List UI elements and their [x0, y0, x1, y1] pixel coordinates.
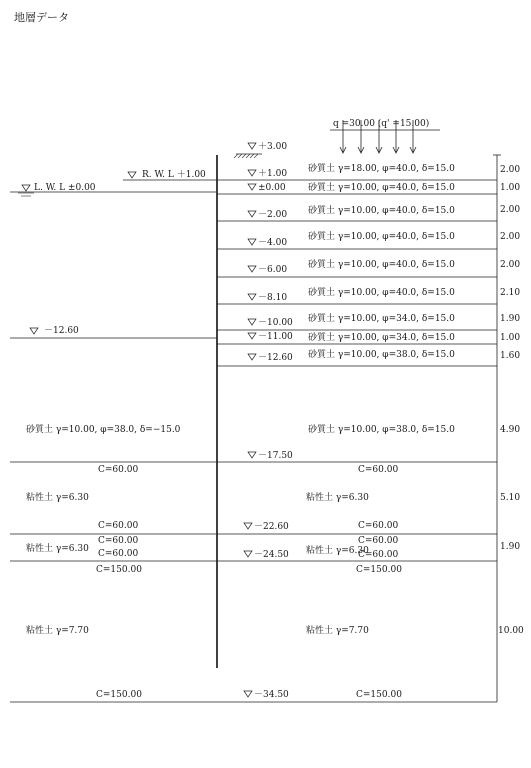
cohesion-label: C=60.00	[98, 549, 139, 559]
thickness-dimensions	[493, 155, 524, 702]
left-elev-label: －12.60	[44, 326, 79, 336]
left-soil-layers	[10, 423, 217, 702]
elev-label: －22.60	[254, 522, 289, 532]
layer-description: 砂質土 γ=10.00, φ=34.0, δ=15.0	[308, 333, 455, 343]
layer-description: 砂質土 γ=10.00, φ=40.0, δ=15.0	[308, 260, 455, 270]
lwl-label: L. W. L ±0.00	[34, 183, 96, 193]
surcharge-load	[330, 118, 440, 153]
thickness-label: 2.00	[500, 232, 521, 242]
elev-label: －4.00	[258, 238, 288, 248]
elev-label: －10.00	[258, 318, 293, 328]
clay-description: 粘性土 γ=6.30	[306, 493, 369, 503]
water-levels	[10, 169, 217, 338]
cohesion-label: C=150.00	[356, 690, 402, 700]
cohesion-label: C=60.00	[358, 536, 399, 546]
cohesion-label: C=60.00	[358, 550, 399, 560]
layer-description: 砂質土 γ=10.00, φ=40.0, δ=15.0	[308, 232, 455, 242]
thickness-label: 2.00	[500, 165, 521, 175]
ground-surface-hatch	[234, 154, 262, 158]
thickness-label: 10.00	[498, 626, 524, 636]
left-clay-description: 粘性土 γ=6.30	[26, 493, 89, 503]
thickness-label: 2.00	[500, 260, 521, 270]
left-clay-description: 粘性土 γ=6.30	[26, 544, 89, 554]
elev-label: －2.00	[258, 210, 288, 220]
cohesion-label: C=60.00	[98, 536, 139, 546]
layer-description: 砂質土 γ=10.00, φ=34.0, δ=15.0	[308, 314, 455, 324]
elev-label: －17.50	[258, 451, 293, 461]
thickness-label: 4.90	[500, 425, 521, 435]
thickness-label: 1.00	[500, 333, 521, 343]
layer-description: 砂質土 γ=10.00, φ=40.0, δ=15.0	[308, 206, 455, 216]
elev-label: －11.00	[258, 332, 293, 342]
elev-label: ＋3.00	[258, 142, 288, 152]
clay-description: 粘性土 γ=7.70	[306, 626, 369, 636]
page-title: 地層データ	[14, 11, 69, 24]
layer-description: 砂質土 γ=18.00, φ=40.0, δ=15.0	[308, 164, 455, 174]
layer-description: 砂質土 γ=10.00, φ=40.0, δ=15.0	[308, 288, 455, 298]
elev-label: －34.50	[254, 690, 289, 700]
load-label: q =30.00 (q' =15.00)	[333, 119, 430, 129]
thickness-label: 1.00	[500, 183, 521, 193]
thickness-label: 1.90	[500, 542, 521, 552]
thickness-label: 5.10	[500, 493, 521, 503]
elev-label: －12.60	[258, 353, 293, 363]
elev-label: －8.10	[258, 293, 288, 303]
cohesion-label: C=60.00	[98, 521, 139, 531]
thickness-label: 1.60	[500, 351, 521, 361]
cohesion-label: C=60.00	[358, 521, 399, 531]
left-sand-description: 砂質土 γ=10.00, φ=38.0, δ=−15.0	[26, 425, 181, 435]
thickness-label: 2.10	[500, 288, 521, 298]
cohesion-label: C=150.00	[96, 565, 142, 575]
cohesion-label: C=60.00	[98, 465, 139, 475]
left-clay-description: 粘性土 γ=7.70	[26, 626, 89, 636]
elev-label: －24.50	[254, 550, 289, 560]
cohesion-label: C=60.00	[358, 465, 399, 475]
cohesion-label: C=150.00	[356, 565, 402, 575]
thickness-label: 1.90	[500, 314, 521, 324]
layer-description: 砂質土 γ=10.00, φ=38.0, δ=15.0	[308, 425, 455, 435]
layer-description: 砂質土 γ=10.00, φ=40.0, δ=15.0	[308, 183, 455, 193]
elev-label: －6.00	[258, 265, 288, 275]
rwl-label: R. W. L ＋1.00	[142, 170, 206, 180]
clay-description: 粘性土 γ=6.30	[306, 546, 369, 556]
right-layer-boundaries	[217, 141, 497, 702]
thickness-label: 2.00	[500, 205, 521, 215]
cohesion-label: C=150.00	[96, 690, 142, 700]
elev-label: ＋1.00	[258, 169, 288, 179]
layer-description: 砂質土 γ=10.00, φ=38.0, δ=15.0	[308, 350, 455, 360]
elev-label: ±0.00	[258, 183, 286, 193]
